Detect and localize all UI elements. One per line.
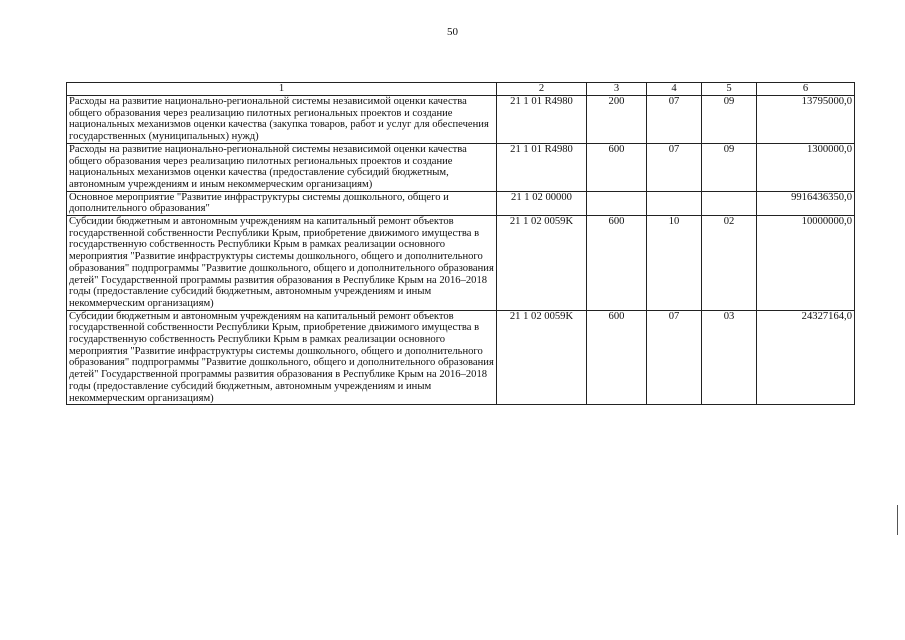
row-section: 07	[647, 143, 702, 191]
row-expense-type	[587, 191, 647, 215]
row-subsection: 09	[702, 143, 757, 191]
row-amount: 24327164,0	[757, 310, 855, 405]
table-row	[67, 143, 855, 191]
header-col-4: 4	[647, 83, 702, 96]
row-expense-type: 600	[587, 310, 647, 405]
table-row	[67, 191, 855, 215]
row-description: Основное мероприятие "Развитие инфраструктуры системы дошкольного, общего и дополнительного образования"	[67, 191, 497, 215]
row-section	[647, 191, 702, 215]
budget-table	[66, 82, 855, 405]
row-subsection: 03	[702, 310, 757, 405]
header-col-5: 5	[702, 83, 757, 96]
row-description: Субсидии бюджетным и автономным учреждениям на капитальный ремонт объектов государственной собственности Республики Крым, приобретение движимого имущества в государственную собственность Республики Крым в рамках реализации основного мероприятия "Развитие инфраструктуры системы дошкольного, общего и дополнительного образования" подпрограммы "Развитие дошкольного, общего и дополнительного образования детей" Государственной программы развития образования в Республике Крым на 2016–2018 годы (предоставление субсидий бюджетным, автономным учреждениям и иным некоммерческим организациям)	[67, 310, 497, 405]
row-description: Субсидии бюджетным и автономным учреждениям на капитальный ремонт объектов государственной собственности Республики Крым, приобретение движимого имущества в государственную собственность Республики Крым в рамках реализации основного мероприятия "Развитие инфраструктуры системы дошкольного, общего и дополнительного образования" подпрограммы "Развитие дошкольного, общего и дополнительного образования детей" Государственной программы развития образования в Республике Крым на 2016–2018 годы (предоставление субсидий бюджетным, автономным учреждениям и иным некоммерческим организациям)	[67, 216, 497, 311]
row-section: 10	[647, 216, 702, 311]
row-description: Расходы на развитие национально-региональной системы независимой оценки качества общего образования через реализацию пилотных региональных проектов и создание национальных механизмов оценки качества (закупка товаров, работ и услуг для обеспечения государственных (муниципальных) нужд)	[67, 96, 497, 144]
header-col-6: 6	[757, 83, 855, 96]
row-target-code: 21 1 01 R4980	[497, 143, 587, 191]
row-amount: 10000000,0	[757, 216, 855, 311]
table-row	[67, 96, 855, 144]
row-subsection: 02	[702, 216, 757, 311]
table-row	[67, 310, 855, 405]
row-target-code: 21 1 02 0059K	[497, 216, 587, 311]
row-target-code: 21 1 02 0059K	[497, 310, 587, 405]
row-amount: 1300000,0	[757, 143, 855, 191]
row-section: 07	[647, 96, 702, 144]
row-section: 07	[647, 310, 702, 405]
header-col-3: 3	[587, 83, 647, 96]
row-expense-type: 200	[587, 96, 647, 144]
row-amount: 13795000,0	[757, 96, 855, 144]
table-header-row	[67, 83, 855, 96]
row-amount: 9916436350,0	[757, 191, 855, 215]
row-target-code: 21 1 02 00000	[497, 191, 587, 215]
row-subsection	[702, 191, 757, 215]
row-subsection: 09	[702, 96, 757, 144]
scan-margin-line	[897, 505, 898, 535]
row-expense-type: 600	[587, 216, 647, 311]
row-description: Расходы на развитие национально-региональной системы независимой оценки качества общего образования через реализацию пилотных региональных проектов и создание национальных механизмов оценки качества (предоставление субсидий бюджетным, автономным учреждениям и иным некоммерческим организациям)	[67, 143, 497, 191]
page-number: 50	[447, 26, 458, 38]
header-col-2: 2	[497, 83, 587, 96]
header-col-1: 1	[67, 83, 497, 96]
table-row	[67, 216, 855, 311]
row-expense-type: 600	[587, 143, 647, 191]
row-target-code: 21 1 01 R4980	[497, 96, 587, 144]
